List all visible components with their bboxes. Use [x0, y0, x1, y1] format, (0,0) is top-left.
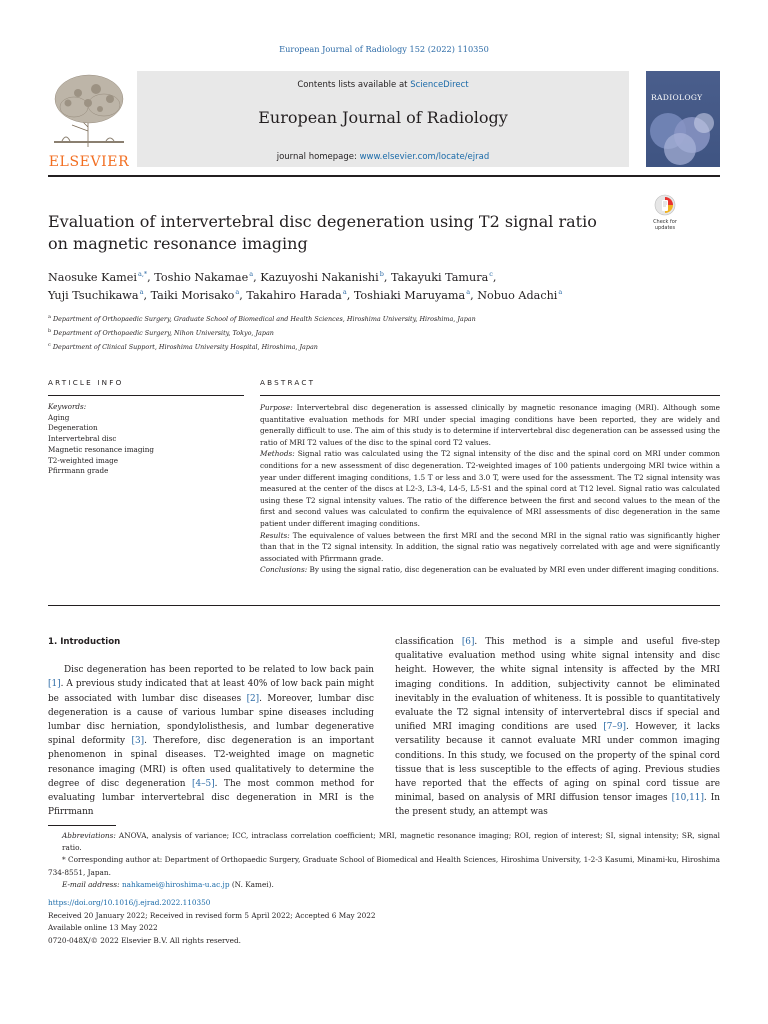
- keyword: Pfirrmann grade: [48, 466, 109, 476]
- footnote-corresponding-author: * Corresponding author at: Department of Orthopaedic Surgery, Graduate School of Biomedical and Health Sciences, Hiroshima University, 1-2-3 Kasumi, Minami-ku, Hiroshima 734-8551, Japan.: [48, 855, 720, 877]
- crossmark-text-line2: updates: [654, 224, 676, 231]
- author-separator: ,: [470, 288, 478, 302]
- copyright: 0720-048X/© 2022 Elsevier B.V. All rights reserved.: [48, 935, 241, 945]
- author-affiliation-mark[interactable]: c: [489, 270, 493, 279]
- citation-link[interactable]: [2]: [246, 693, 260, 704]
- body-text: . A previous study indicated that at least 40% of low back pain might be associated with lumbar disc diseases: [48, 679, 374, 704]
- abstract-conclusions-label: Conclusions:: [260, 565, 308, 575]
- crossmark-icon: [654, 194, 676, 216]
- keyword: T2-weighted image: [48, 455, 119, 465]
- sciencedirect-link[interactable]: ScienceDirect: [410, 80, 469, 90]
- abstract-methods: [260, 448, 720, 529]
- body-text: . However, it lacks versatility because it cannot evaluate MRI under common imaging conditions. In this study, we focused on the property of the spinal cord tissue that is less susceptible to the effects of aging. Previous studies have reported that the effects of aging on spinal cord tissue are minimal, based on analysis of MRI diffusion tensor images: [395, 722, 720, 804]
- author-affiliation-mark[interactable]: a: [249, 270, 254, 279]
- check-for-updates-badge[interactable]: [646, 194, 684, 230]
- author-affiliation-mark[interactable]: a,*: [137, 270, 148, 279]
- contents-prefix: Contents lists available at: [297, 80, 411, 90]
- abstract-heading: ABSTRACT: [260, 378, 316, 387]
- email-label: E-mail address:: [62, 879, 120, 889]
- author-separator: ,: [143, 288, 151, 302]
- footnote-abbreviations: [48, 830, 720, 854]
- author-list: [48, 269, 720, 304]
- affiliation: [48, 325, 720, 339]
- email-suffix: (N. Kamei).: [229, 879, 274, 889]
- author-separator: ,: [253, 271, 261, 284]
- publication-info: [48, 897, 720, 947]
- homepage-line: [137, 152, 629, 162]
- affiliation: [48, 339, 720, 353]
- elsevier-tree-icon: [48, 71, 130, 149]
- author[interactable]: Taiki Morisako: [150, 288, 235, 302]
- author[interactable]: Toshio Nakamae: [154, 271, 249, 284]
- keywords-block: [48, 402, 244, 477]
- citation-link[interactable]: [4–5]: [192, 778, 215, 789]
- elsevier-logo[interactable]: [48, 71, 130, 170]
- homepage-link[interactable]: www.elsevier.com/locate/ejrad: [359, 152, 490, 162]
- body-column-left: [48, 635, 374, 819]
- body-text: . In the present study, an attempt was: [395, 793, 720, 818]
- abstract-results-text: The equivalence of values between the first MRI and the second MRI in the signal ratio was significantly higher than that in the T2 signal intensity. In addition, the signal ratio was negatively correlated with age and were significantly associated with Pfirrmann grade.: [260, 530, 721, 563]
- citation-link[interactable]: [7–9]: [603, 722, 626, 733]
- homepage-prefix: journal homepage:: [276, 152, 360, 162]
- abstract-methods-label: Methods:: [260, 449, 295, 459]
- affiliation-mark: b: [48, 328, 52, 335]
- citation-link[interactable]: [6]: [461, 637, 475, 647]
- affiliation-list: [48, 311, 720, 353]
- author[interactable]: Takayuki Tamura: [391, 271, 489, 284]
- abstract-rule: [260, 395, 720, 396]
- header-rule: [48, 175, 720, 177]
- affiliation-mark: a: [48, 314, 51, 320]
- abstract-purpose: [260, 402, 720, 448]
- email-link[interactable]: nahkamei@hiroshima-u.ac.jp: [121, 879, 230, 889]
- abstract-purpose-text: Intervertebral disc degeneration is assessed clinically by magnetic resonance imaging (MRI). Although some quantitative evaluation methods for MRI under special imaging conditions have been reported, they are widely and generally difficult to use. The aim of this study is to determine if intervertebral disc degeneration can be assessed using the ratio of MRI T2 values of the disc to the spinal cord T2 values.: [260, 403, 720, 447]
- author-affiliation-mark[interactable]: a: [235, 287, 240, 296]
- author[interactable]: Yuji Tsuchikawa: [48, 288, 139, 302]
- journal-cover-thumbnail[interactable]: [646, 71, 720, 167]
- affiliation-text: Department of Clinical Support, Hiroshima University Hospital, Hiroshima, Japan: [52, 343, 318, 352]
- cover-title: RADIOLOGY: [651, 93, 703, 102]
- paragraph: [48, 663, 374, 819]
- keywords-label: Keywords:: [48, 402, 87, 411]
- footnote-email: [48, 879, 720, 891]
- footnote-rule: [48, 825, 116, 826]
- keyword: Intervertebral disc: [48, 434, 117, 444]
- received-dates: Received 20 January 2022; Received in revised form 5 April 2022; Accepted 6 May 2022: [48, 910, 376, 920]
- citation-link[interactable]: [10,11]: [671, 793, 704, 804]
- available-online: Available online 13 May 2022: [48, 923, 158, 933]
- author[interactable]: Takahiro Harada: [246, 288, 342, 302]
- affiliation-text: Department of Orthopaedic Surgery, Nihon University, Tokyo, Japan: [53, 329, 274, 338]
- author[interactable]: Kazuyoshi Nakanishi: [260, 271, 379, 284]
- abbreviations-label: Abbreviations:: [62, 831, 116, 840]
- author-separator: ,: [383, 271, 392, 284]
- author-separator: ,: [346, 288, 354, 302]
- abbreviations-text: ANOVA, analysis of variance; ICC, intraclass correlation coefficient; MRI, magnetic resonance imaging; ROI, region of interest; SI, signal intensity; SR, signal ratio.: [62, 831, 720, 853]
- abstract-results-label: Results:: [260, 530, 290, 540]
- paragraph: [395, 635, 720, 820]
- abstract-conclusions-text: By using the signal ratio, disc degeneration can be evaluated by MRI even under different imaging conditions.: [309, 565, 719, 575]
- section-heading-introduction: 1. Introduction: [48, 637, 121, 647]
- body-text: . Therefore, disc degeneration is an important phenomenon in spinal diseases. T2-weighted image on magnetic resonance imaging (MRI) is often used qualitatively to determine the degree of disc degeneration: [48, 736, 375, 789]
- body-text: . Moreover, lumbar disc degeneration is a cause of various lumbar spine diseases including lumbar disc herniation, spondylolisthesis, and lumbar degenerative spinal deformity: [48, 693, 374, 747]
- body-text: Disc degeneration has been reported to be related to low back pain: [64, 665, 374, 676]
- footnotes: [48, 830, 720, 891]
- publisher-name: ELSEVIER: [48, 154, 130, 170]
- author[interactable]: Toshiaki Maruyama: [353, 288, 466, 302]
- article-info-rule: [48, 395, 244, 396]
- crossmark-text-line1: Check for: [653, 219, 677, 225]
- keyword: Degeneration: [48, 423, 98, 433]
- contents-line: [137, 80, 629, 90]
- abstract-bottom-rule: [48, 605, 720, 606]
- abstract-methods-text: Signal ratio was calculated using the T2 signal intensity of the disc and the spinal cord on MRI under common conditions for a new assessment of disc degeneration. T2-weighted images of 100 patients undergoing MRI twice within a year under different imaging conditions, 1.5 T or less and 3.0 T, were used for the assessment. The T2 signal intensity was measured at the center of the discs at L2-3, L3-4, L4-5, L5-S1 and the spinal cord at T12 level. Signal ratio was calculated using these T2 signal intensity values. The ratio of the difference between the first and second values to the mean of the first and second values was calculated to confirm the equivalence of MRI assessments of disc degeneration in the same patient under different imaging conditions.: [260, 449, 720, 528]
- author-affiliation-mark[interactable]: a: [558, 287, 563, 296]
- author-separator: ,: [492, 271, 497, 284]
- affiliation-mark: c: [48, 342, 51, 349]
- body-text: . The most common method for evaluating lumbar intervertebral disc degeneration in MRI is the Pfirrmann: [48, 778, 374, 818]
- author-separator: ,: [147, 271, 155, 284]
- keyword: Magnetic resonance imaging: [48, 444, 154, 454]
- body-column-right: [395, 635, 720, 820]
- running-head[interactable]: European Journal of Radiology 152 (2022) 110350: [279, 44, 489, 54]
- citation-link[interactable]: [3]: [131, 736, 145, 747]
- author-affiliation-mark[interactable]: b: [379, 270, 384, 279]
- author-affiliation-mark[interactable]: a: [139, 287, 144, 296]
- author-affiliation-mark[interactable]: a: [466, 287, 471, 296]
- body-text: . This method is a simple and useful five-step qualitative evaluation method using white signal intensity and disc height. However, the white signal intensity is affected by the MRI imaging conditions. In addition, subjectivity cannot be eliminated inevitably in the evaluation of whiteness. It is possible to quantitatively evaluate the T2 signal intensity of intervertebral discs if special and unified MRI imaging conditions are used: [395, 637, 720, 733]
- abstract-conclusions: [260, 564, 720, 576]
- affiliation-text: Department of Orthopaedic Surgery, Graduate School of Biomedical and Health Sciences, Hiroshima University, Hiroshima, Japan: [53, 315, 476, 324]
- citation-link[interactable]: [1]: [48, 679, 61, 690]
- author-affiliation-mark[interactable]: a: [342, 287, 347, 296]
- article-info-heading: ARTICLE INFO: [48, 378, 124, 387]
- article-title: Evaluation of intervertebral disc degeneration using T2 signal ratio on magnetic resonance imaging: [48, 212, 597, 253]
- abstract-results: [260, 530, 720, 565]
- author[interactable]: Naosuke Kamei: [48, 271, 137, 284]
- body-text: classification: [395, 637, 462, 647]
- abstract-body: [260, 402, 720, 576]
- cover-art-icon: [646, 109, 720, 167]
- affiliation: [48, 311, 720, 325]
- author[interactable]: Nobuo Adachi: [477, 288, 558, 302]
- journal-title: European Journal of Radiology: [258, 108, 508, 127]
- abstract-purpose-label: Purpose:: [260, 403, 293, 412]
- author-separator: ,: [239, 288, 247, 302]
- keyword: Aging: [48, 412, 70, 422]
- doi-link[interactable]: https://doi.org/10.1016/j.ejrad.2022.110350: [48, 898, 211, 907]
